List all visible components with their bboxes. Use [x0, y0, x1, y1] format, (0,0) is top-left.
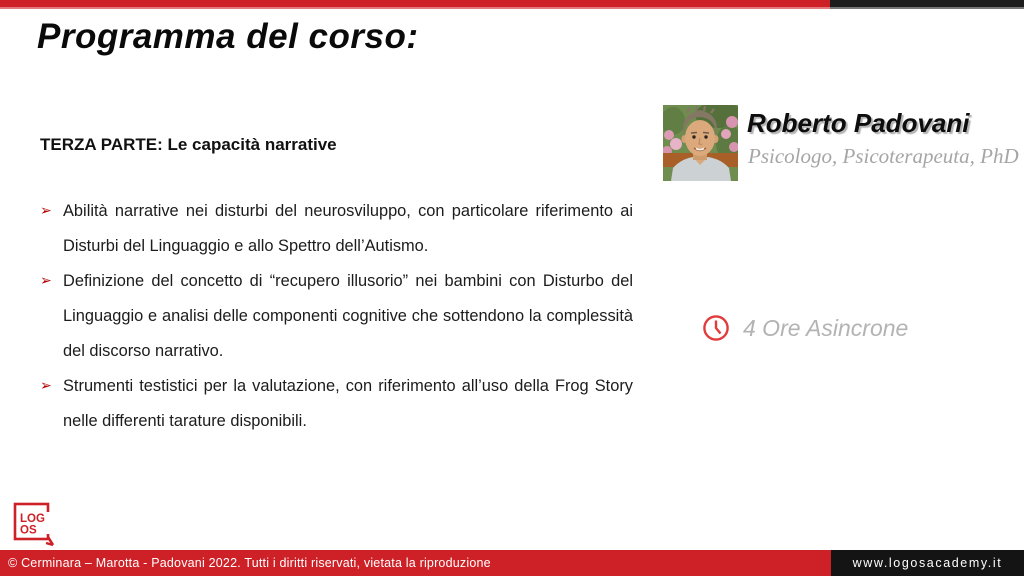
- bullet-item: [40, 264, 633, 369]
- top-bar-highlight: [0, 7, 1024, 9]
- footer-red-segment: [0, 550, 831, 576]
- bullet-list: [40, 194, 633, 439]
- clock-icon: [702, 314, 730, 342]
- duration-row: [702, 314, 908, 342]
- section-heading: TERZA PARTE: Le capacità narrative: [40, 135, 337, 154]
- top-bar: [0, 0, 1024, 9]
- bullet-text: Definizione del concetto di “recupero illusorio” nei bambini con Disturbo del Linguaggio e analisi delle componenti cognitive che sottendono la complessità del discorso narrativo.: [63, 272, 633, 360]
- arrow-bullet-icon: ➢: [40, 203, 52, 219]
- footer-copyright: © Cerminara – Marotta - Padovani 2022. Tutti i diritti riservati, vietata la riproduzione: [8, 556, 491, 570]
- bullet-text: Abilità narrative nei disturbi del neurosviluppo, con particolare riferimento ai Disturbi del Linguaggio e allo Spettro dell’Autismo.: [63, 202, 633, 255]
- presenter-role: Psicologo, Psicoterapeuta, PhD: [748, 144, 1019, 168]
- arrow-bullet-icon: ➢: [40, 378, 52, 394]
- presenter-name: Roberto Padovani: [747, 108, 970, 138]
- logo-text-line2: OS: [20, 524, 37, 537]
- logo-text-line1: LOG: [20, 513, 45, 525]
- footer-bar: [0, 550, 1024, 576]
- slide-title: Programma del corso:: [37, 17, 419, 56]
- footer-website: www.logosacademy.it: [852, 556, 1003, 570]
- duration-label: 4 Ore Asincrone: [743, 314, 909, 341]
- arrow-bullet-icon: ➢: [40, 273, 52, 289]
- presenter-photo: [663, 105, 738, 181]
- logos-logo: [13, 502, 55, 548]
- bullet-text: Strumenti testistici per la valutazione, con riferimento all’uso della Frog Story nelle differenti tarature disponibili.: [63, 377, 633, 430]
- bullet-item: [40, 369, 633, 439]
- bullet-item: [40, 194, 633, 264]
- footer-black-segment: [831, 550, 1024, 576]
